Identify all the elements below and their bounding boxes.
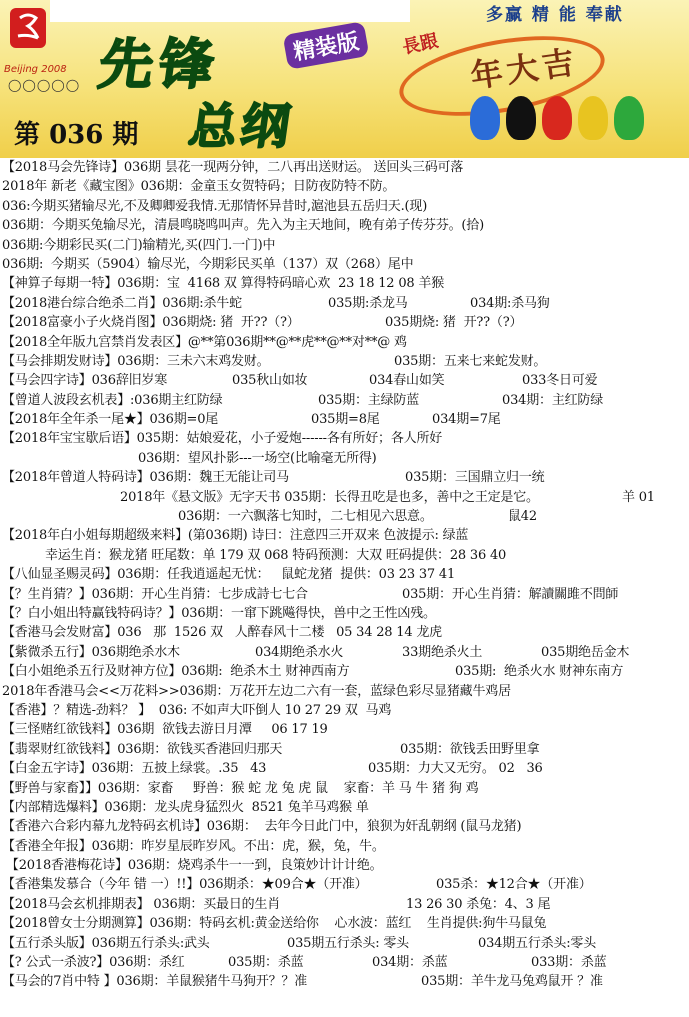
- text-line: [0, 972, 689, 991]
- text-segment: 036期：今期买兔输尽光，清晨鸣晓鸣叫声。先入为主天地间，晚有弟子传芬芬。(拾): [2, 218, 484, 234]
- text-segment: 【马会的7肖中特 】036期：羊鼠猴猪牛马狗开？？准: [2, 974, 308, 990]
- text-segment: 035期：三国鼎立归一统: [405, 470, 545, 486]
- text-line: [0, 313, 689, 332]
- text-segment: 【八仙显圣赐灵码】036期：任我逍遥起无忧： 鼠蛇龙猪 提供：03 23 37 41: [2, 567, 456, 583]
- text-segment: 036期：望风扑影---一场空(比喻毫无所得): [138, 450, 377, 466]
- text-segment: 034春山如笑: [369, 373, 445, 389]
- header-banner: [0, 0, 689, 158]
- text-segment: 【翡翠财红欲钱料】036期：欲钱买香港回归那天: [2, 741, 283, 757]
- text-segment: 【2018年全年杀一尾★】036期=0尾: [2, 412, 219, 428]
- text-segment: 13 26 30 杀兔：4、3 尾: [406, 896, 551, 912]
- text-segment: 【2018曾女士分期测算】036期：特码玄机:黄金送给你 心水波：蓝红 生肖提供:狗牛马鼠兔: [2, 916, 547, 932]
- text-line: [0, 759, 689, 778]
- text-segment: 【? 公式一杀波?】036期：杀红: [2, 955, 185, 971]
- text-segment: 33期绝杀火土: [402, 644, 483, 660]
- deluxe-badge: 精装版: [283, 21, 370, 70]
- text-line: [0, 391, 689, 410]
- text-segment: 035期：羊牛龙马兔鸡鼠开 ？准: [421, 974, 603, 990]
- issue-prefix: 第: [14, 120, 41, 150]
- text-segment: 【香港马会发财富】036 那 1526 双 人醉春风十二楼 05 34 28 14 龙虎: [2, 625, 442, 641]
- blank-topbar: [50, 0, 410, 22]
- issue-number: 036: [49, 120, 104, 150]
- text-line: [0, 837, 689, 856]
- text-line: [0, 856, 689, 875]
- text-line: [0, 662, 689, 681]
- text-segment: 035期：五来七来蛇发财。: [394, 353, 547, 369]
- text-segment: 【香港】？精选-劲料？ 】 036: 不如声大吓倒人 10 27 29 双 马鸡: [2, 702, 392, 718]
- text-segment: 034期=7尾: [432, 412, 501, 428]
- text-segment: 035期烧: 猪 开??（?）: [385, 315, 523, 331]
- text-line: [0, 953, 689, 972]
- text-segment: 【2018年白小姐每期超级来料】(第036期) 诗曰：注意四三开双来 色波提示: 绿蓝: [2, 528, 469, 544]
- text-line: [0, 934, 689, 953]
- text-line: [0, 740, 689, 759]
- text-line: [0, 914, 689, 933]
- text-segment: 【香港六合彩内幕九龙特码玄机诗】036期： 去年今日此门中，狼狈为奸乱朝纲 (鼠马龙猪): [2, 819, 522, 835]
- text-segment: 035杀：★12合★（开准）: [436, 877, 592, 893]
- text-segment: 【？白小姐出特赢钱特码诗？】036期：一窜下跳飚得快，兽中之王性凶残。: [2, 605, 436, 621]
- text-segment: 鼠42: [508, 509, 537, 525]
- text-segment: 【2018马会先锋诗】036期 昙花一现两分钟，二八再出送财运。 送回头三码可落: [2, 160, 464, 175]
- changgen-label: 長跟: [400, 30, 441, 59]
- text-segment: 036期：一六飘落七知时，二七相见六思意。: [178, 509, 433, 525]
- text-segment: 【香港全年报】036期：昨岁星辰昨岁风。不出：虎，猴，兔，牛。: [2, 838, 385, 854]
- text-line: [0, 468, 689, 487]
- text-line: [0, 236, 689, 255]
- text-segment: 034期五行杀头:零头: [478, 935, 596, 951]
- text-segment: 033冬日可爱: [522, 373, 598, 389]
- text-line: [0, 798, 689, 817]
- mascot-row: [470, 96, 644, 140]
- text-line: [0, 585, 689, 604]
- text-line: [0, 294, 689, 313]
- title-xianfeng: 先锋: [95, 33, 224, 96]
- text-line: [0, 720, 689, 739]
- text-line: [0, 565, 689, 584]
- text-segment: 【曾道人波段玄机表】:036期主红防绿: [2, 392, 223, 408]
- text-segment: 羊 01: [622, 489, 655, 505]
- text-segment: 【2018年曾道人特码诗】036期：魏王无能让司马: [2, 470, 289, 486]
- olympic-rings-icon: ◯◯◯◯◯: [8, 78, 81, 92]
- text-line: [0, 701, 689, 720]
- mascot-icon: [578, 96, 608, 140]
- text-line: [0, 526, 689, 545]
- text-segment: 035秋山如妆: [232, 373, 308, 389]
- text-segment: 【2018马会玄机排期表】 036期：买最日的生肖: [2, 896, 281, 912]
- mascot-icon: [506, 96, 536, 140]
- text-line: [0, 488, 689, 507]
- text-segment: 【马会四字诗】036辞旧岁寒: [2, 373, 168, 389]
- new-year-calligraphy: 年大吉: [468, 42, 581, 96]
- text-segment: 035期=8尾: [311, 412, 380, 428]
- text-segment: 035期：欲钱丢田野里拿: [400, 741, 540, 757]
- text-line: [0, 255, 689, 274]
- text-segment: 【马会排期发财诗】036期：三未六末鸡发财。: [2, 353, 270, 369]
- mascot-icon: [542, 96, 572, 140]
- text-line: [0, 895, 689, 914]
- text-segment: 【？生肖猜？】036期：开心生肖猜：七步成詩七七合: [2, 586, 308, 602]
- text-line: [0, 177, 689, 196]
- mascot-icon: [614, 96, 644, 140]
- text-segment: 035期五行杀头: 零头: [287, 935, 409, 951]
- text-segment: 034期：主红防绿: [502, 392, 604, 408]
- text-segment: 【白金五字诗】036期：五披上绿裳。.35 43: [2, 761, 267, 777]
- text-segment: 【香港集发慕合（今年 错 一）!!】036期杀：★09合★（开准）: [2, 877, 368, 893]
- text-segment: 034期：杀蓝: [372, 955, 448, 971]
- text-segment: 2018年 新老《藏宝图》036期：金童玉女贺特码；日防夜防特不防。: [2, 179, 396, 195]
- text-segment: 035期：开心生肖猜：解讀關雎不問師: [402, 586, 619, 602]
- text-segment: 035期: 绝杀火水 财神东南方: [455, 664, 624, 680]
- text-line: [0, 352, 689, 371]
- text-line: [0, 429, 689, 448]
- text-segment: 【内部精选爆料】036期：龙头虎身猛烈火 8521 兔羊马鸡猴 单: [2, 799, 369, 815]
- issue-label: [14, 114, 138, 151]
- text-segment: 034期绝杀水火: [255, 644, 344, 660]
- text-line: [0, 371, 689, 390]
- text-line: [0, 779, 689, 798]
- text-segment: 【五行杀头版】036期五行杀头:武头: [2, 935, 210, 951]
- text-segment: 2018年《悬文版》无字天书 035期：长得丑吃是也多，善中之王定是它。: [120, 489, 539, 505]
- text-line: [0, 682, 689, 701]
- text-line: [0, 274, 689, 293]
- text-segment: 2018年香港马会<<万花料>>036期：万花开左边二六有一套，蓝绿色彩尽显猪藏牛鸡居: [2, 683, 511, 699]
- text-segment: 036期: 今期买（5904）输尽光，今期彩民买单（137）双（268）尾中: [2, 256, 414, 272]
- text-segment: 【三怪赌红欲钱料】036期 欲钱去游日月潭 06 17 19: [2, 722, 328, 738]
- text-line: [0, 197, 689, 216]
- text-line: [0, 623, 689, 642]
- text-line: [0, 333, 689, 352]
- text-line: [0, 507, 689, 526]
- text-segment: 035期：主绿防蓝: [318, 392, 420, 408]
- text-segment: 【2018香港梅花诗】036期：烧鸡杀牛一一到，良策妙计计计绝。: [2, 858, 383, 874]
- text-segment: 035期:杀龙马: [328, 295, 408, 311]
- text-segment: 【神算子每期一特】036期：宝 4168 双 算得特码暗心欢 23 18 12 08 羊猴: [2, 276, 444, 292]
- text-segment: 035期：力大又无穷。 02 36: [368, 761, 543, 777]
- text-segment: 034期:杀马狗: [470, 295, 550, 311]
- text-segment: 036:今期买猪输尽光,不及卿卿爱我情.无那情怀异昔时,滬池县五岳归天.(现): [2, 198, 428, 214]
- text-segment: 033期：杀蓝: [531, 955, 607, 971]
- text-line: [0, 216, 689, 235]
- text-segment: 035期：杀蓝: [228, 955, 304, 971]
- text-segment: 【野兽与家畜】】036期：家畜 野兽：猴 蛇 龙 兔 虎 鼠 家畜：羊 马 牛 猪 狗 鸡: [2, 780, 479, 796]
- title-zonggang: 总纲: [185, 99, 298, 155]
- text-line: [0, 546, 689, 565]
- text-line: [0, 158, 689, 177]
- text-segment: 【紫微杀五行】036期绝杀水木: [2, 644, 180, 660]
- text-line: [0, 604, 689, 623]
- text-segment: 【白小姐绝杀五行及财神方位】036期: 绝杀木土 财神西南方: [2, 664, 350, 680]
- beijing-2008-label: Beijing 2008: [4, 64, 67, 75]
- prediction-text-list: [0, 158, 689, 992]
- slogan: 多赢 精 能 奉献: [486, 5, 624, 25]
- text-segment: 幸运生肖：猴龙猪 旺尾数：单 179 双 068 特码预测：大双 旺码提供：28 36 40: [45, 547, 507, 563]
- text-line: [0, 817, 689, 836]
- text-segment: 【2018富豪小子火烧肖图】036期烧: 猪 开??（?）: [2, 315, 300, 331]
- beijing-olympic-emblem-icon: [6, 6, 50, 50]
- text-line: [0, 410, 689, 429]
- text-segment: 035期绝岳金木: [541, 644, 630, 660]
- text-line: [0, 643, 689, 662]
- text-segment: 【2018全年版九宫禁肖发表区】@**第036期**@**虎**@**对**@ 鸡: [2, 334, 407, 350]
- text-segment: 【2018港台综合绝杀二肖】036期:杀牛蛇: [2, 295, 242, 311]
- text-segment: 036期:今期彩民买(二门)输精光,买(四门.一门)中: [2, 237, 276, 253]
- mascot-icon: [470, 96, 500, 140]
- issue-suffix: 期: [112, 120, 139, 150]
- text-line: [0, 449, 689, 468]
- text-line: [0, 875, 689, 894]
- text-segment: 【2018年宝宝歇后语】035期：姑娘爱花，小子爱炮------各有所好；各人所好: [2, 431, 443, 447]
